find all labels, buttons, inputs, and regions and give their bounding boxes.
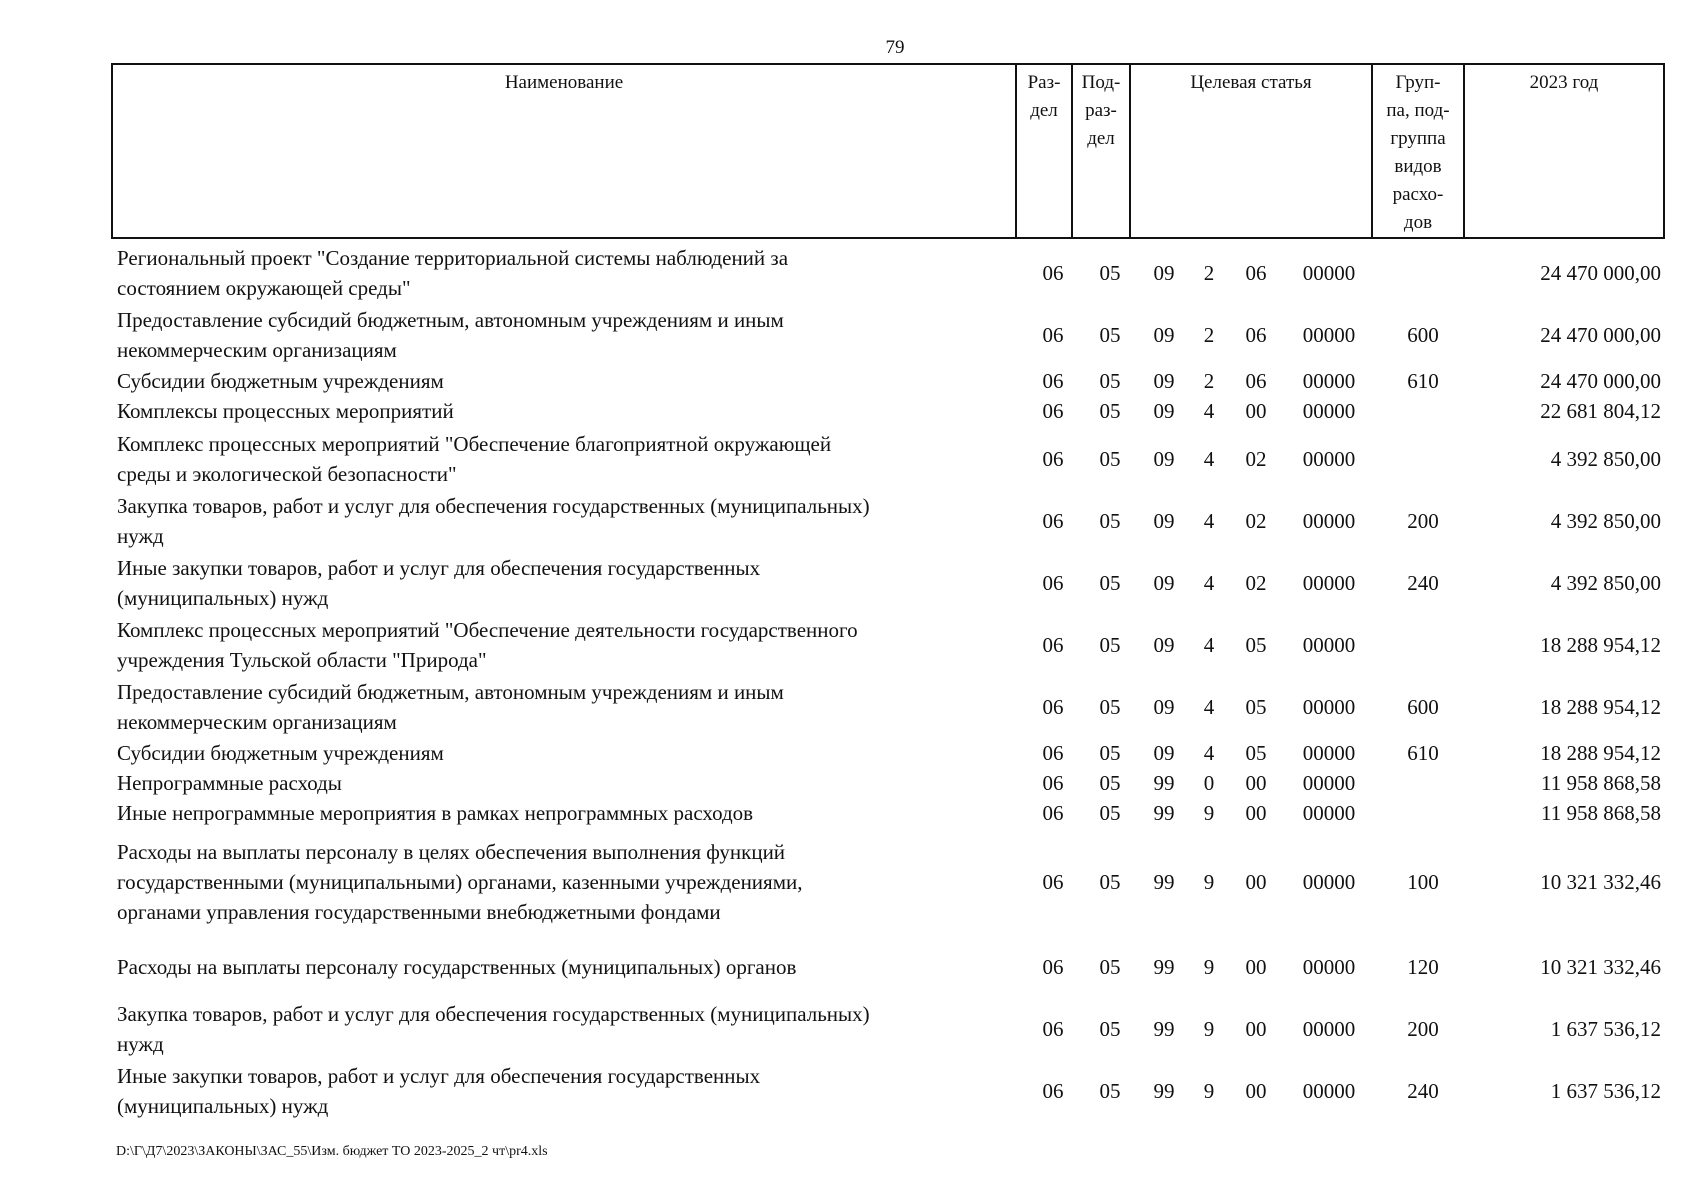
- row-cs1: 09: [1153, 368, 1175, 393]
- row-sum: 4 392 850,00: [1550, 508, 1661, 533]
- row-pr: 05: [1099, 368, 1121, 393]
- row-name: Комплекс процессных мероприятий "Обеспечение деятельности государственного учреждения Тульской области "Природа": [117, 618, 858, 672]
- row-cs3: 02: [1245, 570, 1267, 595]
- row-rz: 06: [1042, 800, 1064, 825]
- row-pr: 05: [1099, 508, 1121, 533]
- row-rz: 06: [1042, 398, 1064, 423]
- row-cs4: 00000: [1302, 694, 1356, 719]
- row-cs1: 09: [1153, 508, 1175, 533]
- row-name: Комплексы процессных мероприятий: [117, 399, 454, 423]
- row-cs4: 00000: [1302, 869, 1356, 894]
- row-sum: 24 470 000,00: [1540, 322, 1661, 347]
- row-name: Непрограммные расходы: [117, 771, 342, 795]
- row-rz: 06: [1042, 1016, 1064, 1041]
- row-rz: 06: [1042, 446, 1064, 471]
- row-cs3: 00: [1245, 1016, 1267, 1041]
- table-row: [111, 490, 1665, 552]
- row-cs4: 00000: [1302, 446, 1356, 471]
- row-name: Закупка товаров, работ и услуг для обеспечения государственных (муниципальных) нужд: [117, 494, 870, 548]
- row-cs4: 00000: [1302, 800, 1356, 825]
- row-cs4: 00000: [1302, 1016, 1356, 1041]
- row-pr: 05: [1099, 770, 1121, 795]
- row-cs2: 4: [1203, 740, 1215, 765]
- row-sum: 18 288 954,12: [1540, 632, 1661, 657]
- table-row: [111, 828, 1665, 936]
- row-name: Расходы на выплаты персоналу в целях обеспечения выполнения функций государственными (муниципальными) органами, казенными учреждениями, органами управления государственными внебюджетными фондами: [117, 840, 803, 924]
- row-cs3: 06: [1245, 260, 1267, 285]
- table-row: [111, 936, 1665, 998]
- row-cs1: 99: [1153, 800, 1175, 825]
- column-header-name: Наименование: [113, 65, 1017, 237]
- row-pr: 05: [1099, 1016, 1121, 1041]
- row-vr: 240: [1407, 570, 1439, 595]
- row-pr: 05: [1099, 869, 1121, 894]
- row-name: Закупка товаров, работ и услуг для обеспечения государственных (муниципальных) нужд: [117, 1002, 870, 1056]
- row-cs4: 00000: [1302, 740, 1356, 765]
- row-name: Предоставление субсидий бюджетным, автономным учреждениям и иным некоммерческим организациям: [117, 680, 784, 734]
- row-pr: 05: [1099, 322, 1121, 347]
- column-header-group: Груп- па, под- группа видов расхо- дов: [1373, 65, 1465, 237]
- row-cs3: 00: [1245, 398, 1267, 423]
- row-rz: 06: [1042, 260, 1064, 285]
- row-sum: 24 470 000,00: [1540, 368, 1661, 393]
- row-sum: 11 958 868,58: [1541, 800, 1661, 825]
- row-cs2: 4: [1203, 694, 1215, 719]
- table-row: [111, 366, 1665, 396]
- row-vr: 200: [1407, 508, 1439, 533]
- row-cs4: 00000: [1302, 368, 1356, 393]
- row-cs3: 02: [1245, 508, 1267, 533]
- table-row: [111, 1060, 1665, 1122]
- column-header-podrazdel: Под- раз- дел: [1073, 65, 1131, 237]
- row-cs4: 00000: [1302, 770, 1356, 795]
- row-cs4: 00000: [1302, 1078, 1356, 1103]
- row-pr: 05: [1099, 398, 1121, 423]
- row-rz: 06: [1042, 508, 1064, 533]
- table-row: [111, 676, 1665, 738]
- row-cs2: 9: [1203, 1078, 1215, 1103]
- row-cs3: 06: [1245, 322, 1267, 347]
- table-row: [111, 798, 1665, 828]
- row-name: Региональный проект "Создание территориальной системы наблюдений за состоянием окружающей среды": [117, 246, 789, 300]
- row-rz: 06: [1042, 954, 1064, 979]
- row-cs2: 4: [1203, 570, 1215, 595]
- row-cs1: 99: [1153, 954, 1175, 979]
- row-cs4: 00000: [1302, 570, 1356, 595]
- row-cs4: 00000: [1302, 260, 1356, 285]
- row-vr: [1375, 798, 1471, 828]
- row-cs3: 05: [1245, 694, 1267, 719]
- row-name: Предоставление субсидий бюджетным, автономным учреждениям и иным некоммерческим организациям: [117, 308, 784, 362]
- row-cs3: 00: [1245, 770, 1267, 795]
- row-cs2: 9: [1203, 954, 1215, 979]
- row-cs2: 4: [1203, 632, 1215, 657]
- column-header-year: 2023 год: [1529, 72, 1599, 93]
- table-row: [111, 614, 1665, 676]
- row-vr: 200: [1407, 1016, 1439, 1041]
- row-rz: 06: [1042, 1078, 1064, 1103]
- row-pr: 05: [1099, 1078, 1121, 1103]
- row-cs1: 09: [1153, 446, 1175, 471]
- table-header: [111, 63, 1665, 239]
- row-name: Субсидии бюджетным учреждениям: [117, 369, 444, 393]
- row-rz: 06: [1042, 740, 1064, 765]
- row-sum: 4 392 850,00: [1550, 446, 1661, 471]
- table-row: [111, 768, 1665, 798]
- row-pr: 05: [1099, 740, 1121, 765]
- table-row: [111, 738, 1665, 768]
- row-cs2: 4: [1203, 398, 1215, 423]
- column-header-razdel: Раз- дел: [1017, 65, 1073, 237]
- row-vr: 610: [1407, 740, 1439, 765]
- row-cs1: 99: [1153, 869, 1175, 894]
- row-pr: 05: [1099, 446, 1121, 471]
- row-sum: 4 392 850,00: [1550, 570, 1661, 595]
- row-pr: 05: [1099, 694, 1121, 719]
- row-pr: 05: [1099, 954, 1121, 979]
- row-pr: 05: [1099, 570, 1121, 595]
- table-row: [111, 428, 1665, 490]
- table-row: [111, 304, 1665, 366]
- row-rz: 06: [1042, 322, 1064, 347]
- row-rz: 06: [1042, 694, 1064, 719]
- row-cs3: 06: [1245, 368, 1267, 393]
- row-pr: 05: [1099, 260, 1121, 285]
- row-vr: [1375, 768, 1471, 798]
- row-cs4: 00000: [1302, 322, 1356, 347]
- row-cs3: 00: [1245, 954, 1267, 979]
- row-sum: 1 637 536,12: [1550, 1016, 1661, 1041]
- row-cs1: 09: [1153, 398, 1175, 423]
- row-cs2: 9: [1203, 869, 1215, 894]
- row-sum: 11 958 868,58: [1541, 770, 1661, 795]
- file-path-footer: D:\Г\Д7\2023\ЗАКОНЫ\ЗАС_55\Изм. бюджет ТО 2023-2025_2 чт\pr4.xls: [116, 1144, 548, 1159]
- row-cs4: 00000: [1302, 398, 1356, 423]
- row-name: Субсидии бюджетным учреждениям: [117, 741, 444, 765]
- row-cs2: 2: [1203, 260, 1215, 285]
- row-cs3: 02: [1245, 446, 1267, 471]
- row-cs1: 99: [1153, 1016, 1175, 1041]
- row-cs4: 00000: [1302, 508, 1356, 533]
- row-cs3: 00: [1245, 869, 1267, 894]
- row-rz: 06: [1042, 632, 1064, 657]
- row-vr: [1375, 242, 1471, 304]
- row-sum: 10 321 332,46: [1540, 869, 1661, 894]
- row-name: Иные закупки товаров, работ и услуг для обеспечения государственных (муниципальных) нужд: [117, 556, 761, 610]
- page-number: 79: [885, 37, 905, 58]
- row-vr: 240: [1407, 1078, 1439, 1103]
- row-name: Расходы на выплаты персоналу государственных (муниципальных) органов: [117, 955, 797, 979]
- row-cs1: 09: [1153, 694, 1175, 719]
- row-cs2: 4: [1203, 446, 1215, 471]
- row-cs2: 9: [1203, 1016, 1215, 1041]
- row-vr: 100: [1407, 869, 1439, 894]
- column-header-target: Целевая статья: [1131, 65, 1373, 237]
- row-rz: 06: [1042, 570, 1064, 595]
- row-cs1: 09: [1153, 740, 1175, 765]
- row-sum: 18 288 954,12: [1540, 694, 1661, 719]
- row-pr: 05: [1099, 632, 1121, 657]
- row-sum: 24 470 000,00: [1540, 260, 1661, 285]
- row-name: Иные закупки товаров, работ и услуг для обеспечения государственных (муниципальных) нужд: [117, 1064, 761, 1118]
- row-rz: 06: [1042, 368, 1064, 393]
- row-rz: 06: [1042, 869, 1064, 894]
- row-vr: 610: [1407, 368, 1439, 393]
- table-row: [111, 396, 1665, 426]
- table-row: [111, 242, 1665, 304]
- row-sum: 1 637 536,12: [1550, 1078, 1661, 1103]
- row-cs1: 09: [1153, 570, 1175, 595]
- row-cs2: 2: [1203, 322, 1215, 347]
- row-vr: 600: [1407, 694, 1439, 719]
- row-vr: 600: [1407, 322, 1439, 347]
- row-cs1: 99: [1153, 770, 1175, 795]
- row-vr: 120: [1407, 954, 1439, 979]
- row-cs2: 4: [1203, 508, 1215, 533]
- row-cs2: 0: [1203, 770, 1215, 795]
- row-cs3: 05: [1245, 632, 1267, 657]
- row-cs3: 00: [1245, 1078, 1267, 1103]
- row-cs1: 99: [1153, 1078, 1175, 1103]
- row-vr: [1375, 614, 1471, 676]
- row-sum: 18 288 954,12: [1540, 740, 1661, 765]
- table-row: [111, 552, 1665, 614]
- row-cs1: 09: [1153, 260, 1175, 285]
- row-cs1: 09: [1153, 322, 1175, 347]
- row-cs2: 2: [1203, 368, 1215, 393]
- row-cs4: 00000: [1302, 632, 1356, 657]
- row-sum: 10 321 332,46: [1540, 954, 1661, 979]
- row-cs4: 00000: [1302, 954, 1356, 979]
- row-vr: [1375, 428, 1471, 490]
- table-row: [111, 998, 1665, 1060]
- row-cs2: 9: [1203, 800, 1215, 825]
- row-sum: 22 681 804,12: [1540, 398, 1661, 423]
- row-rz: 06: [1042, 770, 1064, 795]
- row-cs3: 00: [1245, 800, 1267, 825]
- row-name: Комплекс процессных мероприятий "Обеспечение благоприятной окружающей среды и экологической безопасности": [117, 432, 832, 486]
- row-name: Иные непрограммные мероприятия в рамках непрограммных расходов: [117, 801, 754, 825]
- row-vr: [1375, 396, 1471, 426]
- row-cs3: 05: [1245, 740, 1267, 765]
- row-pr: 05: [1099, 800, 1121, 825]
- row-cs1: 09: [1153, 632, 1175, 657]
